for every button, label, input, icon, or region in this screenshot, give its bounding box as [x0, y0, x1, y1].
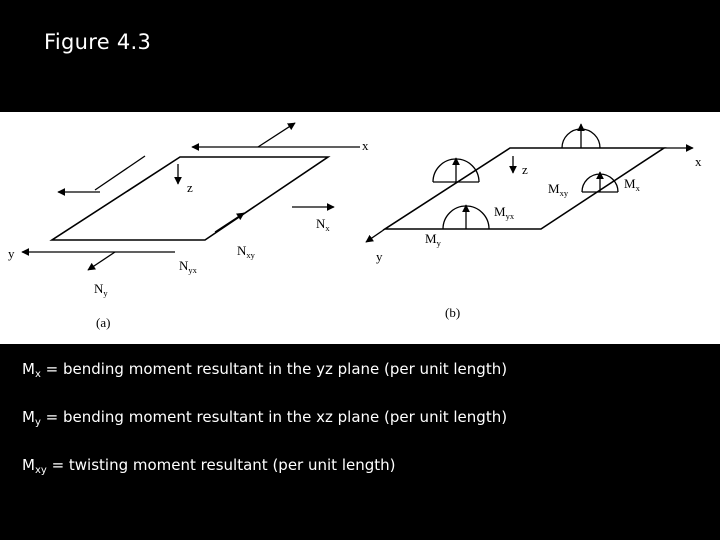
label-y-a: y — [8, 246, 15, 261]
diagram-b — [366, 124, 702, 320]
description-mx: $M_x$ = bending moment resultant in the yz plane (per unit length) — [22, 360, 508, 380]
label-nxy: Nxy — [237, 243, 255, 260]
label-x-b: x — [695, 154, 702, 169]
arrow-y-b — [366, 229, 385, 242]
label-x-a: x — [362, 138, 369, 153]
label-mxy: Mxy — [548, 181, 569, 198]
label-nyx: Nyx — [179, 258, 197, 275]
moment-arc-top — [562, 124, 600, 148]
label-z-a: z — [187, 180, 193, 195]
label-mx: Mx — [624, 176, 640, 193]
moment-arc-bottom — [443, 205, 489, 229]
label-ny: Ny — [94, 281, 108, 298]
moment-arc-left — [433, 158, 479, 182]
label-myx: Myx — [494, 204, 515, 221]
description-my: $M_y$ = bending moment resultant in the xz plane (per unit length) — [22, 408, 508, 428]
slide-title: Figure 4.3 — [44, 30, 152, 54]
panel-label-b: (b) — [445, 305, 461, 320]
figure-panel — [0, 112, 720, 344]
plate-diagram — [0, 112, 720, 344]
arrow-ny — [88, 252, 115, 270]
description-mxy: $M_{xy}$ = twisting moment resultant (per unit length) — [22, 456, 396, 476]
plate-b — [385, 148, 664, 229]
label-nx: Nx — [316, 216, 330, 233]
arrow-nxy — [215, 213, 244, 232]
panel-label-a: (a) — [96, 315, 111, 330]
diagram-a — [8, 123, 369, 330]
plate-a — [52, 157, 328, 240]
label-z-b: z — [522, 162, 528, 177]
label-y-b: y — [376, 249, 383, 264]
arrow-top-diag — [258, 123, 295, 147]
label-my: My — [425, 231, 441, 248]
